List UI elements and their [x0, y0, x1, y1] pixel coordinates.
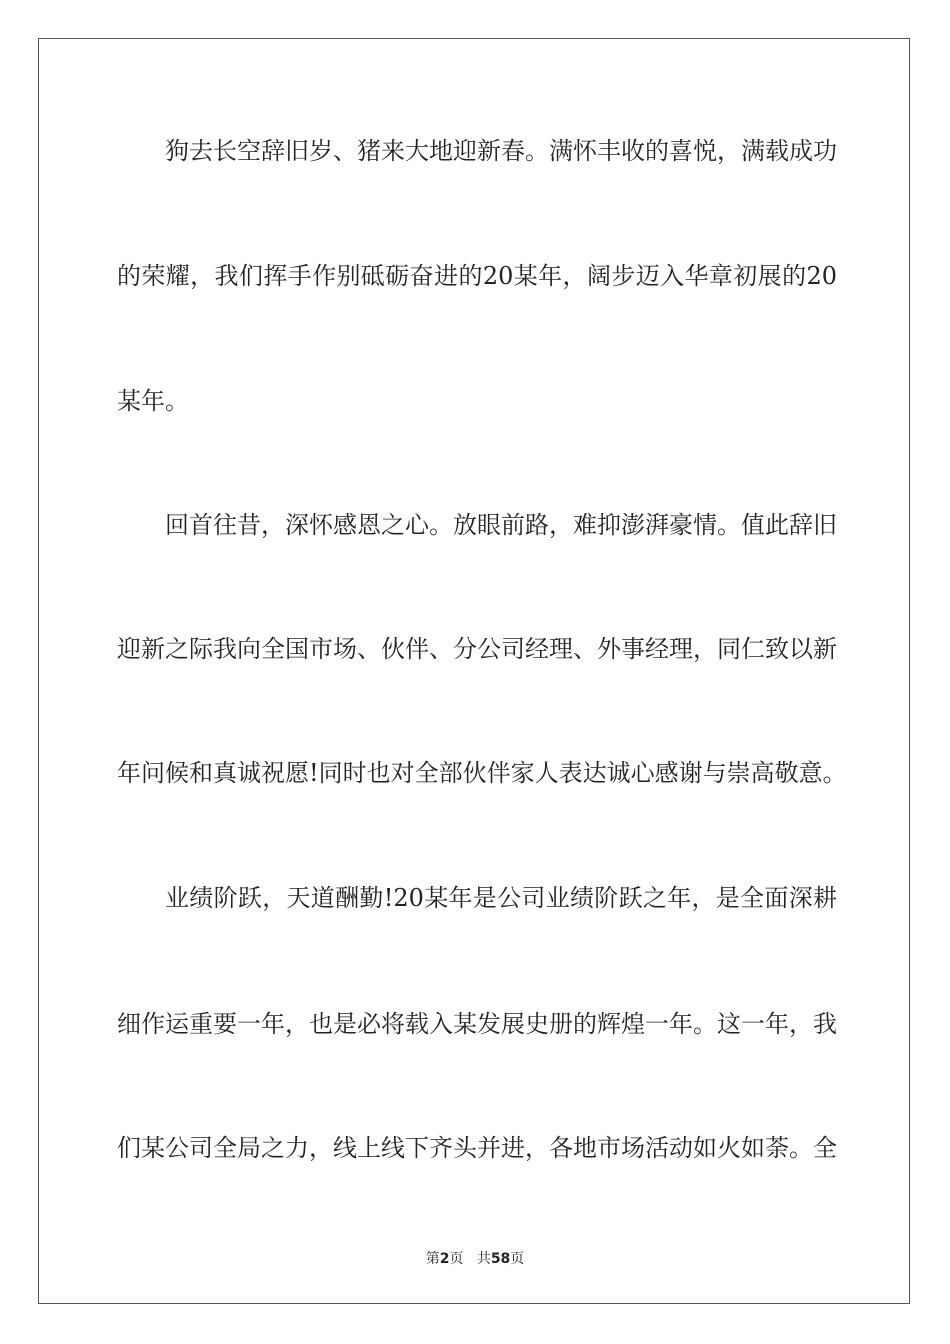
total-suffix: 页 — [510, 1251, 525, 1267]
paragraph-line: 细作运重要一年，也是必将载入某发展史册的辉煌一年。这一年，我 — [117, 1010, 837, 1038]
paragraph-line: 迎新之际我向全国市场、伙伴、分公司经理、外事经理，同仁致以新 — [117, 635, 837, 663]
paragraph-line: 业绩阶跃，天道酬勤!20某年是公司业绩阶跃之年，是全面深耕 — [165, 884, 837, 912]
paragraph-line: 某年。 — [117, 387, 189, 415]
total-prefix: 共 — [476, 1251, 491, 1267]
paragraph-line: 狗去长空辞旧岁、猪来大地迎新春。满怀丰收的喜悦，满载成功 — [165, 137, 837, 165]
paragraph-line: 年问候和真诚祝愿!同时也对全部伙伴家人表达诚心感谢与崇高敬意。 — [117, 759, 847, 787]
page-prefix: 第 — [425, 1251, 440, 1267]
total-pages: 58 — [490, 1251, 511, 1267]
paragraph-line: 回首往昔，深怀感恩之心。放眼前路，难抑澎湃豪情。值此辞旧 — [165, 511, 837, 539]
page-border — [38, 38, 910, 1304]
page-number: 2 — [439, 1251, 450, 1267]
page-suffix: 页 — [449, 1251, 464, 1267]
paragraph-line: 的荣耀，我们挥手作别砥砺奋进的20某年，阔步迈入华章初展的20 — [117, 262, 837, 290]
paragraph-line: 们某公司全局之力，线上线下齐头并进，各地市场活动如火如荼。全 — [117, 1134, 837, 1162]
page-footer — [0, 1248, 950, 1268]
